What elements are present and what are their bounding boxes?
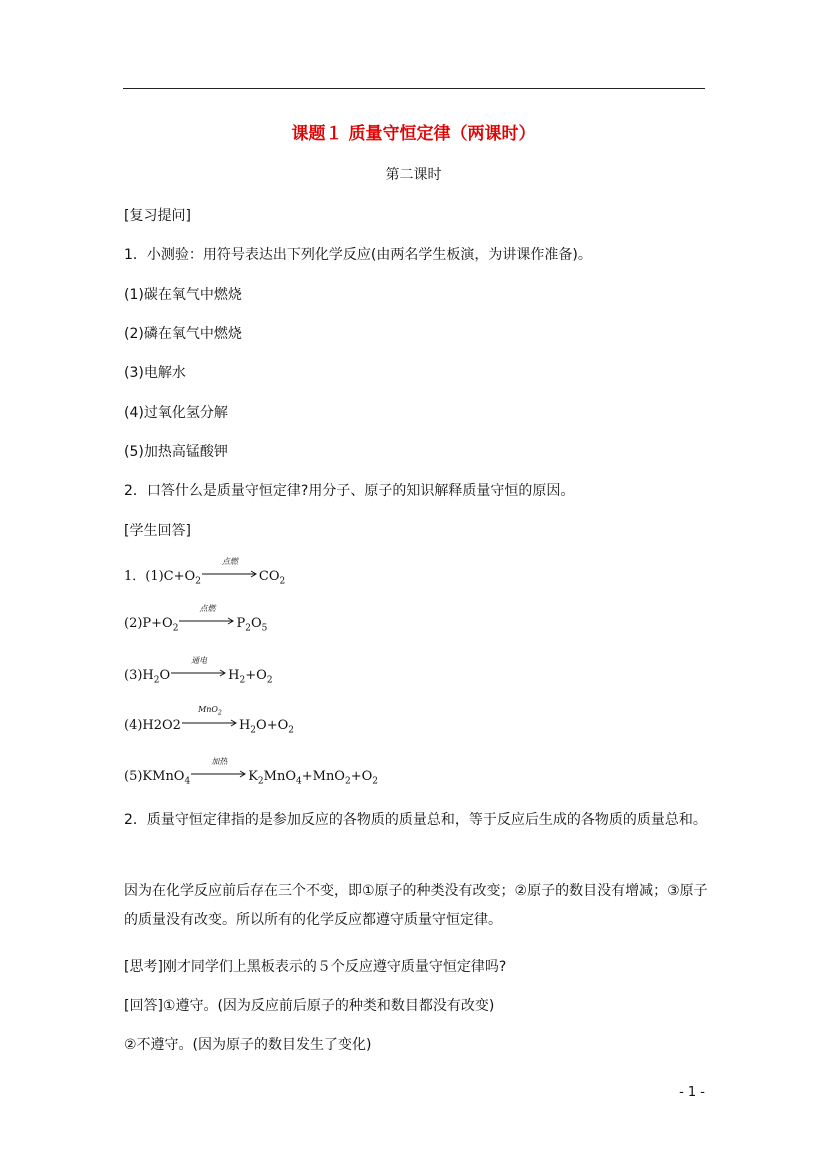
header-rule	[123, 88, 705, 89]
eq2-condition: 点燃	[199, 604, 216, 613]
page-subtitle: 第二课时	[385, 167, 442, 183]
think-question: [思考]刚才同学们上黑板表示的５个反应遵守质量守恒定律吗?	[124, 959, 507, 975]
list-item: (5)加热高锰酸钾	[124, 444, 228, 460]
eq1-condition: 点燃	[221, 557, 238, 566]
reply-1: [回答]①遵守。(因为反应前后原子的种类和数目都没有改变)	[124, 998, 495, 1014]
equation-5: (5)KMnO$_4$ 加热 $K_2MnO_4+MnO_2+O_2$	[124, 757, 378, 787]
equation-2: $(2)P+O_2$ 点燃 $P_2O_5$	[124, 604, 268, 634]
eq4-condition: MnO$_2$	[198, 705, 222, 717]
reaction-arrow-icon	[179, 604, 235, 627]
eq3-reactants: (3)H	[124, 668, 154, 683]
eq5-condition: 加热	[211, 757, 228, 766]
list-item: (1)碳在氧气中燃烧	[124, 287, 242, 303]
eq4-reactants: (4)H2O2	[124, 718, 181, 733]
reaction-arrow-icon	[202, 557, 258, 580]
list-item: (4)过氧化氢分解	[124, 405, 228, 421]
answer-heading: [学生回答]	[124, 523, 191, 539]
equation-4: (4)H2O2 MnO$_2$ $H_2O+O_2$	[124, 705, 294, 736]
list-item: (2)磷在氧气中燃烧	[124, 326, 242, 342]
eq1-products: CO	[258, 569, 280, 584]
eq2-reactants: (2)P+O	[124, 616, 173, 631]
eq3-products: H	[228, 668, 240, 683]
eq1-reactants: 1．(1)C+O	[124, 569, 196, 584]
equation-3: $(3)H_2O$ 通电 $H_2+O_2$	[124, 656, 273, 686]
question-2: 2．口答什么是质量守恒定律?用分子、原子的知识解释质量守恒的原因。	[124, 483, 575, 499]
eq5-reactants: (5)KMnO	[124, 769, 185, 784]
review-heading: [复习提问]	[124, 208, 191, 224]
eq4-products: H	[238, 718, 251, 733]
eq2-products: P	[236, 616, 246, 631]
reply-2: ②不遵守。(因为原子的数目发生了变化)	[124, 1037, 372, 1053]
question-1: 1．小测验：用符号表达出下列化学反应(由两名学生板演，为讲课作准备)。	[124, 247, 592, 263]
page-number: - 1 -	[679, 1085, 705, 1100]
answer-2-paragraph: 2．质量守恒定律指的是参加反应的各物质的质量总和，等于反应后生成的各物质的质量总和。	[124, 812, 707, 828]
equation-1: 1．$(1)C+O_2$ 点燃 $CO_2$	[124, 557, 286, 587]
reaction-arrow-icon	[191, 757, 247, 780]
reaction-arrow-icon	[182, 705, 238, 729]
list-item: (3)电解水	[124, 365, 186, 381]
eq5-products: K	[248, 769, 258, 784]
eq3-condition: 通电	[191, 656, 208, 665]
explanation-paragraph: 因为在化学反应前后存在三个不变，即①原子的种类没有改变；②原子的数目没有增减；③原子的质量没有改变。所以所有的化学反应都遵守质量守恒定律。	[124, 883, 708, 928]
reaction-arrow-icon	[171, 656, 227, 679]
page-title: 课题１ 质量守恒定律（两课时）	[291, 124, 536, 144]
